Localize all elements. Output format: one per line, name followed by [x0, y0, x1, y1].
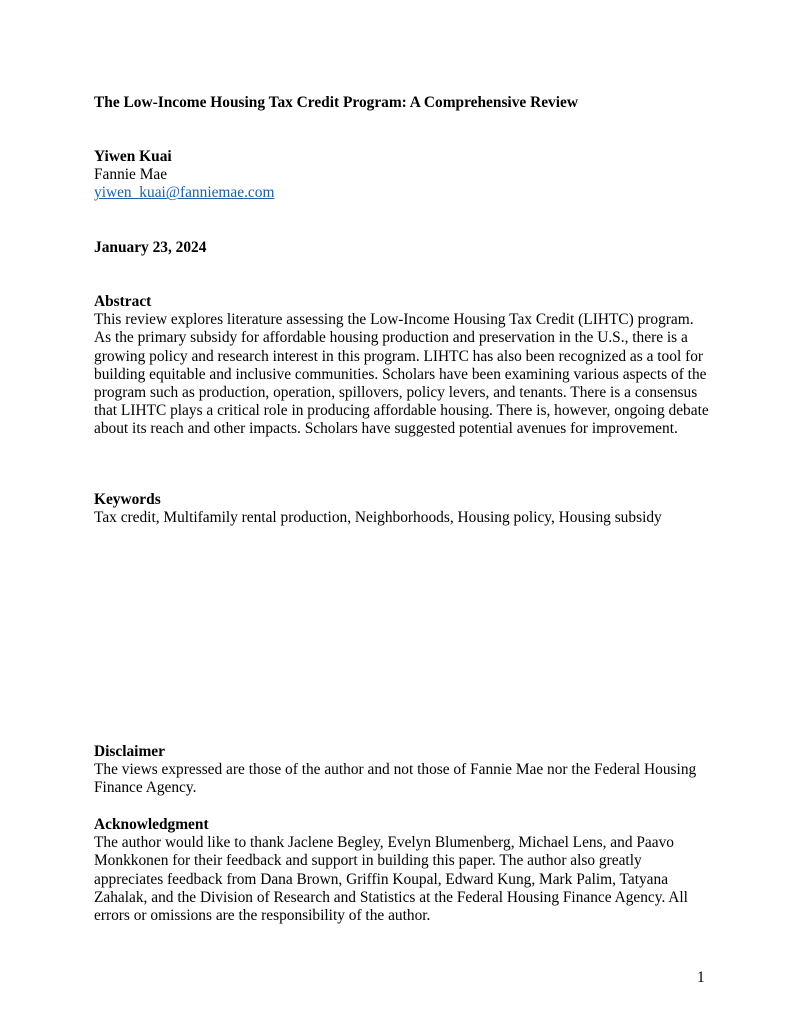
paper-title: The Low-Income Housing Tax Credit Program: A Comprehensive Review	[94, 94, 578, 111]
author-info	[94, 148, 709, 203]
paper-date: January 23, 2024	[94, 239, 207, 256]
author-affiliation: Fannie Mae	[94, 166, 168, 184]
disclaimer-heading: Disclaimer	[94, 743, 165, 760]
keywords-body: Tax credit, Multifamily rental production, Neighborhoods, Housing policy, Housing subsidy	[94, 509, 662, 527]
disclaimer-body: The views expressed are those of the author and not those of Fannie Mae nor the Federal Housing Finance Agency.	[94, 761, 697, 797]
acknowledgment-section	[94, 816, 709, 925]
disclaimer-section	[94, 743, 709, 798]
abstract-body: This review explores literature assessing the Low-Income Housing Tax Credit (LIHTC) program. As the primary subsidy for affordable housing production and preservation in the U.S., there is a growing policy and research interest in this program. LIHTC has also been recognized as a tool for building equitable and inclusive communities. Scholars have been examining various aspects of the program such as production, operation, spillovers, policy levers, and tenants. There is a consensus that LIHTC plays a critical role in producing affordable housing. There is, however, ongoing debate about its reach and other impacts. Scholars have suggested potential avenues for improvement.	[94, 311, 709, 438]
author-name: Yiwen Kuai	[94, 148, 172, 165]
keywords-section	[94, 491, 709, 527]
acknowledgment-heading: Acknowledgment	[94, 816, 209, 833]
abstract-section	[94, 293, 709, 439]
keywords-heading: Keywords	[94, 491, 161, 508]
abstract-heading: Abstract	[94, 293, 152, 310]
page-number: 1	[697, 969, 705, 986]
author-email-link[interactable]: yiwen_kuai@fanniemae.com	[94, 184, 275, 202]
acknowledgment-body: The author would like to thank Jaclene Begley, Evelyn Blumenberg, Michael Lens, and Paavo Monkkonen for their feedback and support in building this paper. The author also greatly appreciates feedback from Dana Brown, Griffin Koupal, Edward Kung, Mark Palim, Tatyana Zahalak, and the Division of Research and Statistics at the Federal Housing Finance Agency. All errors or omissions are the responsibility of the author.	[94, 834, 688, 925]
